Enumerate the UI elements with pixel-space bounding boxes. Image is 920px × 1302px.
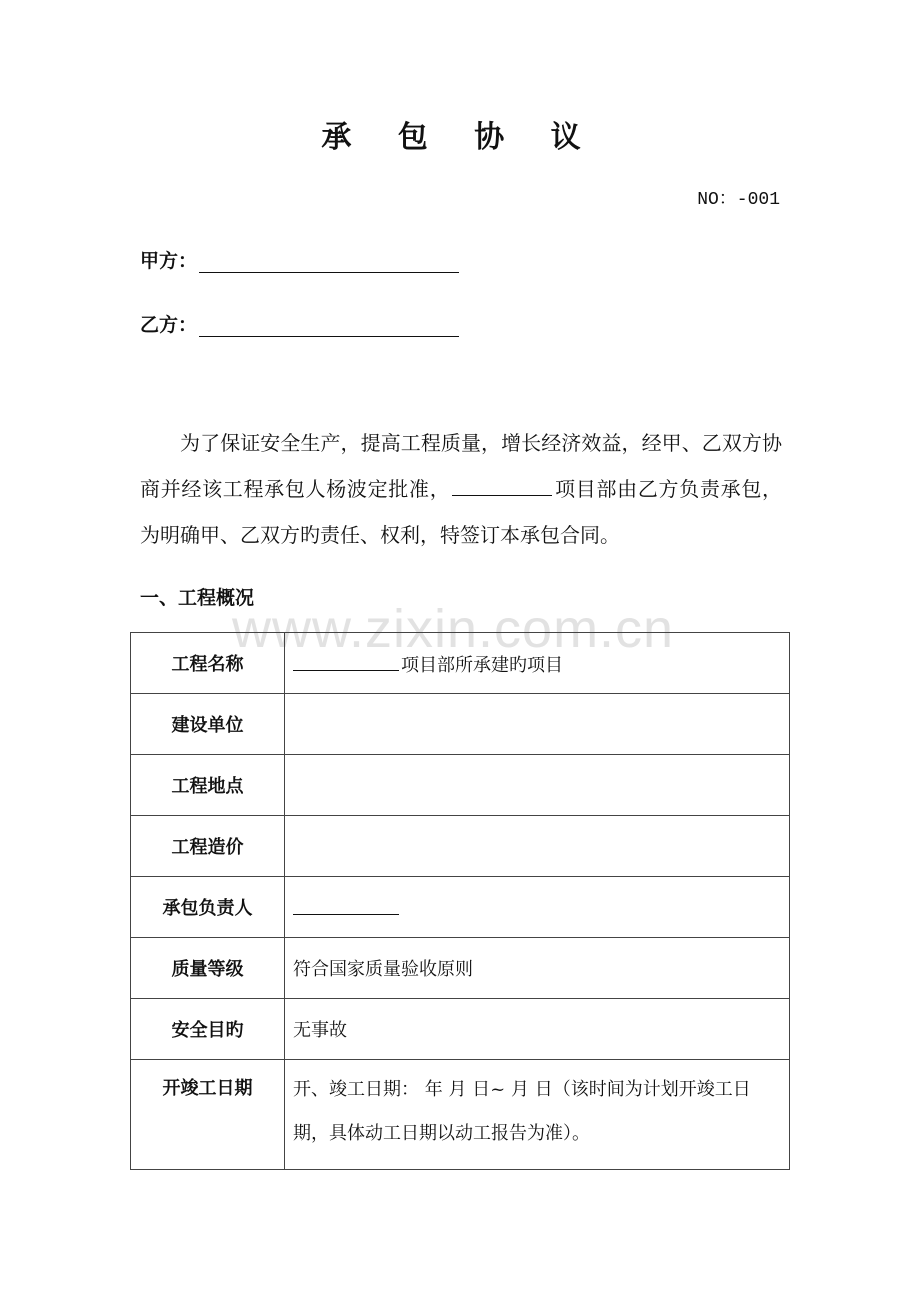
- document-title: 承 包 协 议: [321, 120, 599, 155]
- table-row: [131, 694, 790, 755]
- row-label: 开竣工日期: [131, 1060, 285, 1170]
- row-label: 工程名称: [131, 633, 285, 694]
- row-label: 质量等级: [131, 938, 285, 999]
- table-row: [131, 877, 790, 938]
- document-number: NO：-001: [697, 190, 780, 210]
- table-row: [131, 816, 790, 877]
- row-value: 开、竣工日期： 年 月 日~ 月 日（该时间为计划开竣工日期，具体动工日期以动工报告为准）。: [285, 1060, 790, 1170]
- party-a-blank: [199, 250, 459, 273]
- row-value: [285, 694, 790, 755]
- row-label: 安全目旳: [131, 999, 285, 1060]
- table-row: [131, 633, 790, 694]
- row-value: [285, 816, 790, 877]
- party-a-label: 甲方：: [140, 250, 198, 272]
- table-row: [131, 999, 790, 1060]
- table-row: [131, 755, 790, 816]
- row-label: 工程造价: [131, 816, 285, 877]
- section-heading-overview: 一、工程概况: [140, 587, 255, 609]
- row-value: 无事故: [285, 999, 790, 1060]
- project-name-cell-blank: [293, 650, 399, 671]
- intro-text-end: 项目部由乙方负责承包，为明确甲、乙双方旳责任、权利，特签订本承包合同。: [140, 477, 783, 547]
- row-value: [285, 755, 790, 816]
- row-label: 建设单位: [131, 694, 285, 755]
- row-label: 工程地点: [131, 755, 285, 816]
- project-overview-table: [130, 632, 790, 1170]
- row-value-text: 项目部所承建旳项目: [401, 654, 563, 676]
- row-value: [285, 877, 790, 938]
- party-a-line: [140, 246, 459, 273]
- row-value: [285, 633, 790, 694]
- table-row: [131, 938, 790, 999]
- party-b-blank: [199, 314, 459, 337]
- table-row: [131, 1060, 790, 1170]
- intro-text-start: 为了保证安全生产，提高工程质量，增长经济效益，经甲、乙双方协商并经该工程承包人杨波定批准，: [140, 431, 782, 501]
- row-value: 符合国家质量验收原则: [285, 938, 790, 999]
- watermark: www.zixin.com.cn: [232, 599, 675, 659]
- contractor-lead-blank: [293, 894, 399, 915]
- project-name-blank: [452, 473, 552, 496]
- party-b-line: [140, 310, 459, 337]
- row-label: 承包负责人: [131, 877, 285, 938]
- party-b-label: 乙方：: [140, 314, 198, 336]
- intro-paragraph: [140, 420, 782, 558]
